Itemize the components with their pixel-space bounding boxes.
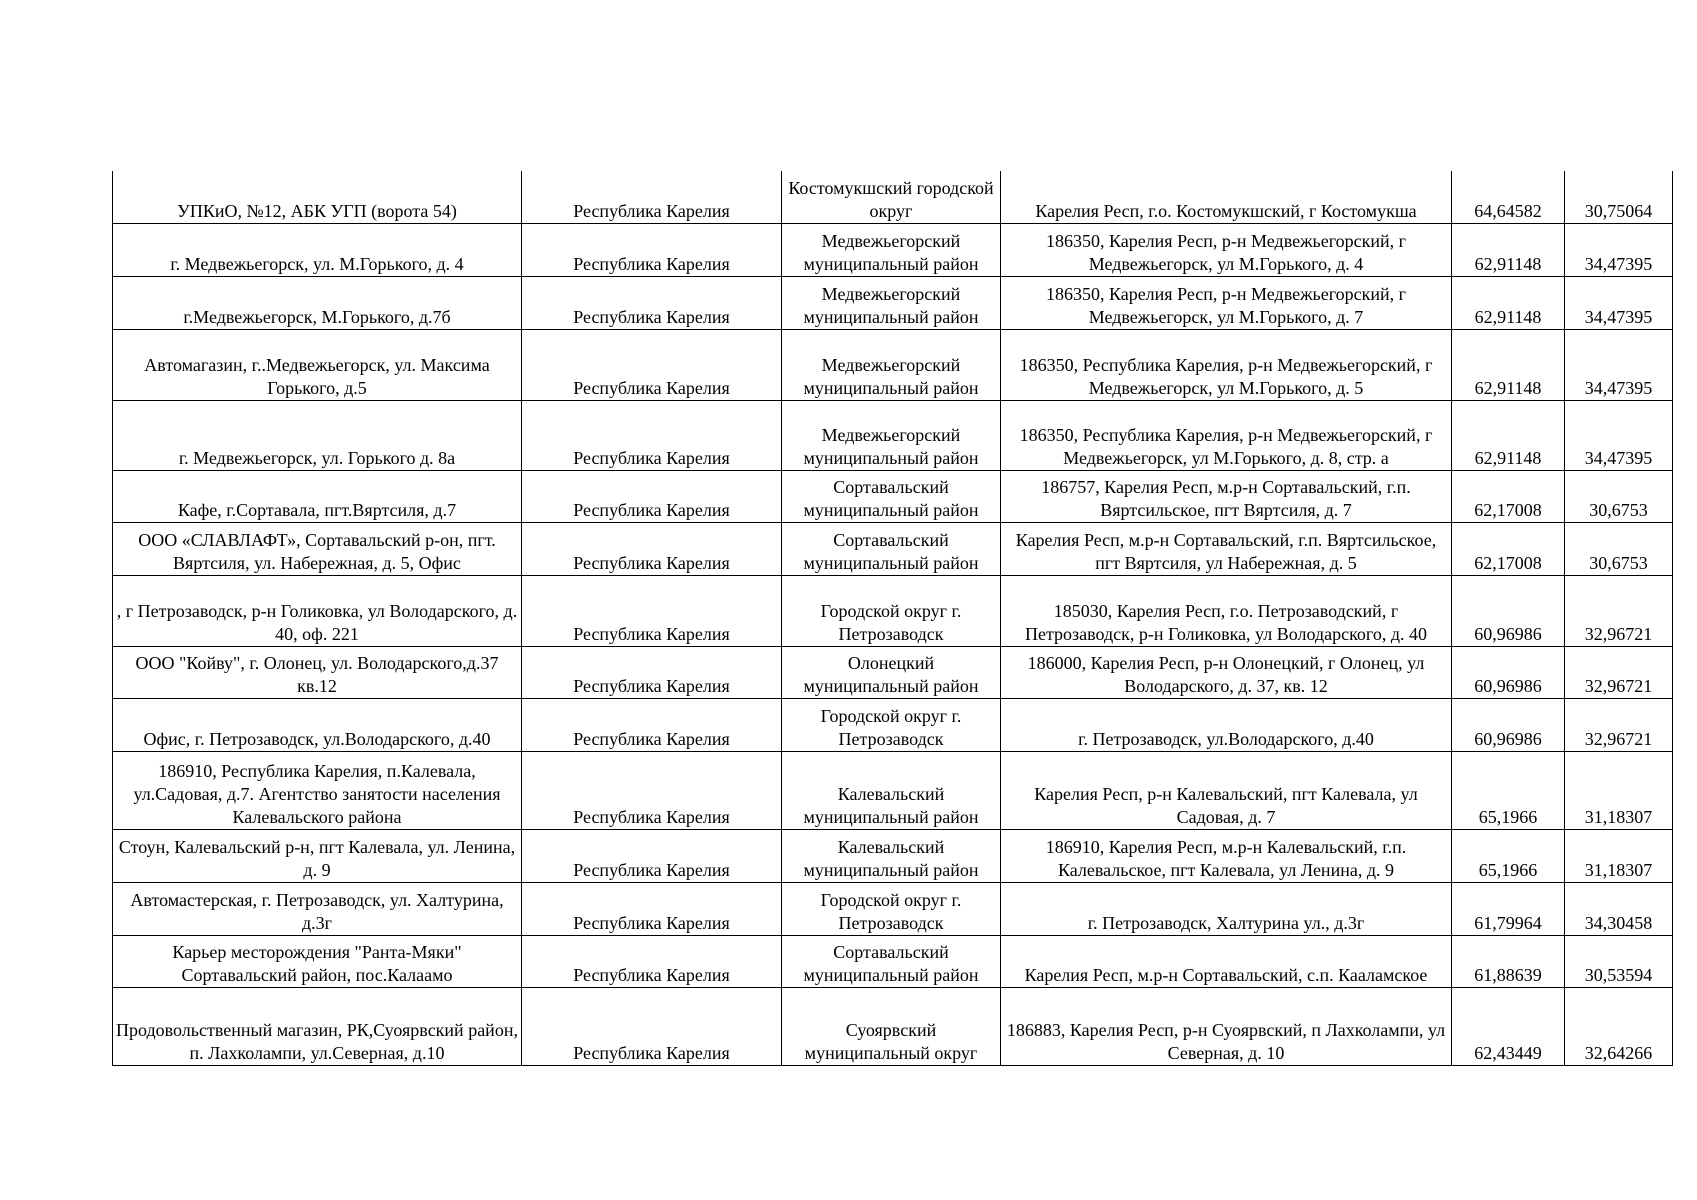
table-row xyxy=(113,400,1673,470)
cell-region: Республика Карелия xyxy=(522,829,782,882)
cell-latitude: 61,88639 xyxy=(1452,935,1565,987)
cell-name: Кафе, г.Сортавала, пгт.Вяртсиля, д.7 xyxy=(113,470,522,522)
cell-longitude: 34,47395 xyxy=(1565,400,1673,470)
cell-municipality: Городской округ г. Петрозаводск xyxy=(782,698,1001,751)
cell-latitude: 62,17008 xyxy=(1452,522,1565,575)
locations-table xyxy=(112,171,1673,1066)
cell-name: Автомагазин, г..Медвежьегорск, ул. Максима Горького, д.5 xyxy=(113,329,522,400)
cell-longitude: 34,47395 xyxy=(1565,223,1673,276)
cell-address: Карелия Респ, м.р-н Сортавальский, с.п. Кааламское xyxy=(1001,935,1452,987)
cell-region: Республика Карелия xyxy=(522,698,782,751)
cell-longitude: 32,64266 xyxy=(1565,987,1673,1065)
table-row xyxy=(113,987,1673,1065)
cell-latitude: 62,91148 xyxy=(1452,276,1565,329)
cell-region: Республика Карелия xyxy=(522,329,782,400)
table-row xyxy=(113,698,1673,751)
cell-longitude: 30,53594 xyxy=(1565,935,1673,987)
cell-name: ООО «СЛАВЛАФТ», Сортавальский р-он, пгт. Вяртсиля, ул. Набережная, д. 5, Офис xyxy=(113,522,522,575)
table-row xyxy=(113,329,1673,400)
cell-region: Республика Карелия xyxy=(522,276,782,329)
cell-municipality: Олонецкий муниципальный район xyxy=(782,646,1001,698)
cell-region: Республика Карелия xyxy=(522,935,782,987)
cell-address: г. Петрозаводск, Халтурина ул., д.3г xyxy=(1001,882,1452,935)
cell-latitude: 65,1966 xyxy=(1452,829,1565,882)
cell-municipality: Городской округ г. Петрозаводск xyxy=(782,882,1001,935)
cell-address: 185030, Карелия Респ, г.о. Петрозаводский, г Петрозаводск, р-н Голиковка, ул Володарского, д. 40 xyxy=(1001,575,1452,646)
cell-latitude: 62,43449 xyxy=(1452,987,1565,1065)
cell-region: Республика Карелия xyxy=(522,400,782,470)
cell-region: Республика Карелия xyxy=(522,987,782,1065)
cell-name: , г Петрозаводск, р-н Голиковка, ул Володарского, д. 40, оф. 221 xyxy=(113,575,522,646)
cell-address: Карелия Респ, м.р-н Сортавальский, г.п. Вяртсильское, пгт Вяртсиля, ул Набережная, д. 5 xyxy=(1001,522,1452,575)
table-row xyxy=(113,223,1673,276)
cell-municipality: Медвежьегорский муниципальный район xyxy=(782,223,1001,276)
cell-municipality: Суоярвский муниципальный округ xyxy=(782,987,1001,1065)
cell-municipality: Калевальский муниципальный район xyxy=(782,751,1001,829)
cell-name: г.Медвежьегорск, М.Горького, д.7б xyxy=(113,276,522,329)
cell-region: Республика Карелия xyxy=(522,470,782,522)
cell-latitude: 62,91148 xyxy=(1452,329,1565,400)
cell-latitude: 61,79964 xyxy=(1452,882,1565,935)
cell-municipality: Костомукшский городской округ xyxy=(782,171,1001,223)
table-row xyxy=(113,575,1673,646)
cell-municipality: Городской округ г. Петрозаводск xyxy=(782,575,1001,646)
cell-municipality: Сортавальский муниципальный район xyxy=(782,470,1001,522)
cell-longitude: 31,18307 xyxy=(1565,751,1673,829)
cell-address: 186910, Карелия Респ, м.р-н Калевальский, г.п. Калевальское, пгт Калевала, ул Ленина, д. 9 xyxy=(1001,829,1452,882)
cell-name: г. Медвежьегорск, ул. Горького д. 8а xyxy=(113,400,522,470)
cell-longitude: 32,96721 xyxy=(1565,575,1673,646)
cell-address: 186883, Карелия Респ, р-н Суоярвский, п Лахколампи, ул Северная, д. 10 xyxy=(1001,987,1452,1065)
table-row xyxy=(113,829,1673,882)
cell-municipality: Сортавальский муниципальный район xyxy=(782,935,1001,987)
cell-latitude: 62,91148 xyxy=(1452,223,1565,276)
cell-address: Карелия Респ, р-н Калевальский, пгт Калевала, ул Садовая, д. 7 xyxy=(1001,751,1452,829)
cell-address: 186000, Карелия Респ, р-н Олонецкий, г Олонец, ул Володарского, д. 37, кв. 12 xyxy=(1001,646,1452,698)
table-row xyxy=(113,751,1673,829)
cell-name: УПКиО, №12, АБК УГП (ворота 54) xyxy=(113,171,522,223)
cell-latitude: 65,1966 xyxy=(1452,751,1565,829)
cell-address: 186350, Республика Карелия, р-н Медвежьегорский, г Медвежьегорск, ул М.Горького, д. 5 xyxy=(1001,329,1452,400)
cell-address: 186350, Карелия Респ, р-н Медвежьегорский, г Медвежьегорск, ул М.Горького, д. 7 xyxy=(1001,276,1452,329)
cell-latitude: 60,96986 xyxy=(1452,646,1565,698)
cell-region: Республика Карелия xyxy=(522,751,782,829)
cell-latitude: 60,96986 xyxy=(1452,698,1565,751)
cell-latitude: 60,96986 xyxy=(1452,575,1565,646)
cell-name: Карьер месторождения "Ранта-Мяки" Сортавальский район, пос.Калаамо xyxy=(113,935,522,987)
cell-name: Продовольственный магазин, РК,Суоярвский район, п. Лахколампи, ул.Северная, д.10 xyxy=(113,987,522,1065)
cell-latitude: 62,17008 xyxy=(1452,470,1565,522)
table-row xyxy=(113,522,1673,575)
cell-municipality: Медвежьегорский муниципальный район xyxy=(782,400,1001,470)
table-row xyxy=(113,171,1673,223)
cell-address: г. Петрозаводск, ул.Володарского, д.40 xyxy=(1001,698,1452,751)
cell-name: г. Медвежьегорск, ул. М.Горького, д. 4 xyxy=(113,223,522,276)
cell-longitude: 34,47395 xyxy=(1565,276,1673,329)
cell-address: 186350, Республика Карелия, р-н Медвежьегорский, г Медвежьегорск, ул М.Горького, д. 8, стр. а xyxy=(1001,400,1452,470)
cell-municipality: Медвежьегорский муниципальный район xyxy=(782,329,1001,400)
cell-region: Республика Карелия xyxy=(522,171,782,223)
cell-region: Республика Карелия xyxy=(522,575,782,646)
cell-name: Офис, г. Петрозаводск, ул.Володарского, д.40 xyxy=(113,698,522,751)
cell-municipality: Сортавальский муниципальный район xyxy=(782,522,1001,575)
cell-latitude: 62,91148 xyxy=(1452,400,1565,470)
table-row xyxy=(113,882,1673,935)
cell-name: ООО "Койву", г. Олонец, ул. Володарского,д.37 кв.12 xyxy=(113,646,522,698)
cell-region: Республика Карелия xyxy=(522,882,782,935)
cell-address: 186757, Карелия Респ, м.р-н Сортавальский, г.п. Вяртсильское, пгт Вяртсиля, д. 7 xyxy=(1001,470,1452,522)
cell-longitude: 32,96721 xyxy=(1565,698,1673,751)
cell-longitude: 34,30458 xyxy=(1565,882,1673,935)
cell-longitude: 34,47395 xyxy=(1565,329,1673,400)
cell-longitude: 30,6753 xyxy=(1565,470,1673,522)
cell-name: 186910, Республика Карелия, п.Калевала, ул.Садовая, д.7. Агентство занятости населения Калевальского района xyxy=(113,751,522,829)
cell-address: Карелия Респ, г.о. Костомукшский, г Костомукша xyxy=(1001,171,1452,223)
cell-municipality: Медвежьегорский муниципальный район xyxy=(782,276,1001,329)
cell-address: 186350, Карелия Респ, р-н Медвежьегорский, г Медвежьегорск, ул М.Горького, д. 4 xyxy=(1001,223,1452,276)
cell-name: Автомастерская, г. Петрозаводск, ул. Халтурина, д.3г xyxy=(113,882,522,935)
cell-municipality: Калевальский муниципальный район xyxy=(782,829,1001,882)
cell-longitude: 31,18307 xyxy=(1565,829,1673,882)
table-row xyxy=(113,935,1673,987)
table-row xyxy=(113,646,1673,698)
cell-region: Республика Карелия xyxy=(522,646,782,698)
cell-longitude: 32,96721 xyxy=(1565,646,1673,698)
cell-latitude: 64,64582 xyxy=(1452,171,1565,223)
cell-longitude: 30,6753 xyxy=(1565,522,1673,575)
cell-region: Республика Карелия xyxy=(522,223,782,276)
cell-longitude: 30,75064 xyxy=(1565,171,1673,223)
cell-name: Стоун, Калевальский р-н, пгт Калевала, ул. Ленина, д. 9 xyxy=(113,829,522,882)
cell-region: Республика Карелия xyxy=(522,522,782,575)
table-row xyxy=(113,470,1673,522)
table-row xyxy=(113,276,1673,329)
